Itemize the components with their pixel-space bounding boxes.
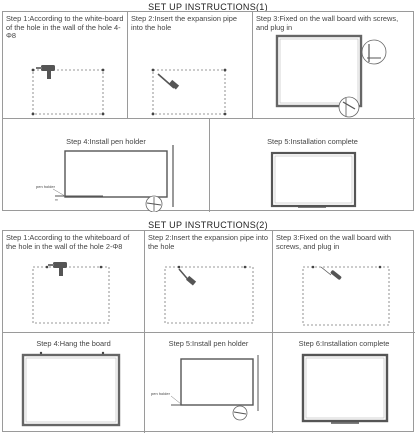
svg-text:═: ═	[55, 197, 58, 202]
s2-step3-caption: Step 3:Fixed on the wall board with screws, and plug in	[276, 233, 392, 251]
s2-step6-illustration	[273, 333, 415, 433]
hammer-icon	[158, 74, 179, 90]
s1-step2-caption: Step 2:Insert the expansion pipe into the hole	[131, 14, 238, 32]
drill-icon	[36, 65, 55, 79]
s2-step5-caption: Step 5:Install pen holder	[168, 339, 249, 348]
screwdriver-icon	[321, 267, 342, 280]
s2-step1-illustration	[3, 231, 145, 333]
s1-pen-holder-label: pen holder	[36, 184, 55, 189]
s1-step1-illustration	[3, 12, 128, 119]
s1-step3-caption: Step 3:Fixed on the wall board with screws, and plug in	[256, 14, 399, 32]
s1-step2-illustration	[128, 12, 253, 119]
s2-step3-panel	[273, 231, 415, 333]
section2-grid	[2, 230, 414, 432]
s1-step1-caption: Step 1:According to the white-board of the hole in the wall of the hole 4-Φ8	[6, 14, 124, 41]
s1-step4-illustration	[3, 119, 210, 212]
s1-step4-caption: Step 4:Install pen holder	[66, 137, 146, 146]
s2-step4-illustration	[3, 333, 145, 433]
s2-step1-panel	[3, 231, 145, 333]
section2-title: SET UP INSTRUCTIONS(2)	[148, 220, 268, 230]
s2-step2-caption: Step 2:Insert the expansion pipe into the hole	[148, 233, 268, 251]
s1-step3-illustration	[253, 12, 415, 119]
s2-pen-holder-label: pen holder	[151, 391, 170, 396]
s2-step4-panel	[3, 333, 145, 433]
s1-step2-panel	[128, 12, 253, 119]
s2-step6-panel	[273, 333, 415, 433]
s1-step5-illustration	[210, 119, 415, 212]
s2-step5-illustration	[145, 333, 273, 433]
s2-step5-panel	[145, 333, 273, 433]
section1-title: SET UP INSTRUCTIONS(1)	[148, 2, 268, 12]
s1-step4-panel	[3, 119, 210, 212]
s2-step2-panel	[145, 231, 273, 333]
s1-step3-panel	[253, 12, 415, 119]
s2-step6-caption: Step 6:Installation complete	[298, 339, 390, 348]
s2-step4-caption: Step 4:Hang the board	[36, 339, 111, 348]
s2-step3-illustration	[273, 231, 415, 333]
s2-step1-caption: Step 1:According to the whiteboard of the hole in the wall of the hole 2-Φ8	[6, 233, 130, 251]
s1-step1-panel	[3, 12, 128, 119]
section1-grid	[2, 11, 414, 211]
s2-step2-illustration	[145, 231, 273, 333]
s1-step5-panel	[210, 119, 415, 212]
hammer-icon	[179, 269, 196, 286]
s1-step5-caption: Step 5:Installation complete	[267, 137, 358, 146]
drill-icon	[48, 262, 67, 276]
